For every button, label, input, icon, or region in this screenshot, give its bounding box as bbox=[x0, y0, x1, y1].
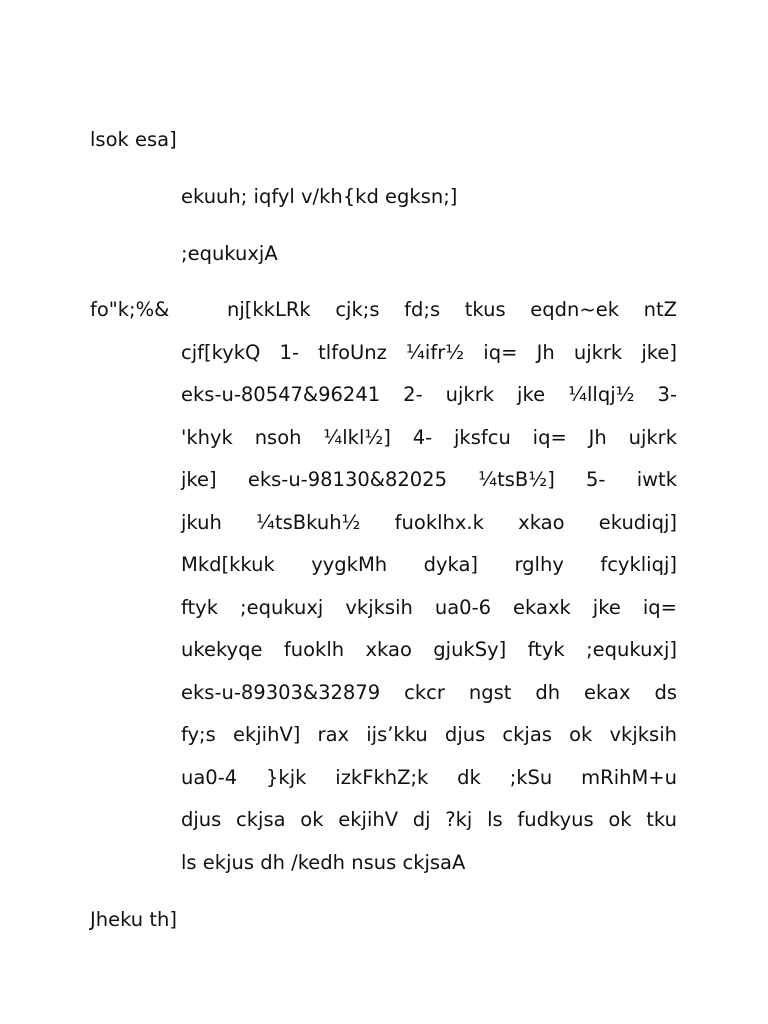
body-line: Mkd[kkuk yygkMh dyka] rglhy fcykliqj] bbox=[181, 553, 677, 576]
body-line: ua0-4 }kjk izkFkhZ;k dk ;kSu mRihM+u bbox=[181, 765, 677, 789]
body-line: eks-u-80547&96241 2- ujkrk jke ¼llqj½ 3- bbox=[181, 383, 677, 406]
body-line: ftyk ;equkuxj vkjksih ua0-6 ekaxk jke iq= bbox=[181, 595, 677, 619]
body-line: jke] eks-u-98130&82025 ¼tsB½] 5- iwtk bbox=[181, 468, 677, 491]
closing: Jheku th] bbox=[90, 908, 177, 931]
subject-body bbox=[181, 298, 677, 893]
body-line: djus ckjsa ok ekjihV dj ?kj ls fudkyus ok tku bbox=[181, 808, 677, 831]
recipient-line-2: ;equkuxjA bbox=[181, 242, 278, 265]
body-line: cjf[kykQ 1- tlfoUnz ¼ifr½ iq= Jh ujkrk jke] bbox=[181, 340, 677, 364]
body-line: nj[kkLRk cjk;s fd;s tkus eqdn~ek ntZ bbox=[227, 298, 677, 321]
body-line: ls ekjus dh /kedh nsus ckjsaA bbox=[181, 850, 466, 874]
subject-label: fo"k;%& bbox=[90, 298, 170, 321]
body-line: fy;s ekjihV] rax ijs’kku djus ckjas ok vkjksih bbox=[181, 723, 677, 746]
body-line: jkuh ¼tsBkuh½ fuoklhx.k xkao ekudiqj] bbox=[181, 510, 677, 534]
body-line: eks-u-89303&32879 ckcr ngst dh ekax ds bbox=[181, 680, 677, 704]
recipient-line-1: ekuuh; iqfyl v/kh{kd egksn;] bbox=[181, 185, 458, 208]
body-line: 'khyk nsoh ¼lkl½] 4- jksfcu iq= Jh ujkrk bbox=[181, 425, 677, 449]
salutation: lsok esa] bbox=[90, 128, 177, 151]
body-line: ukekyqe fuoklh xkao gjukSy] ftyk ;equkuxj] bbox=[181, 638, 677, 661]
